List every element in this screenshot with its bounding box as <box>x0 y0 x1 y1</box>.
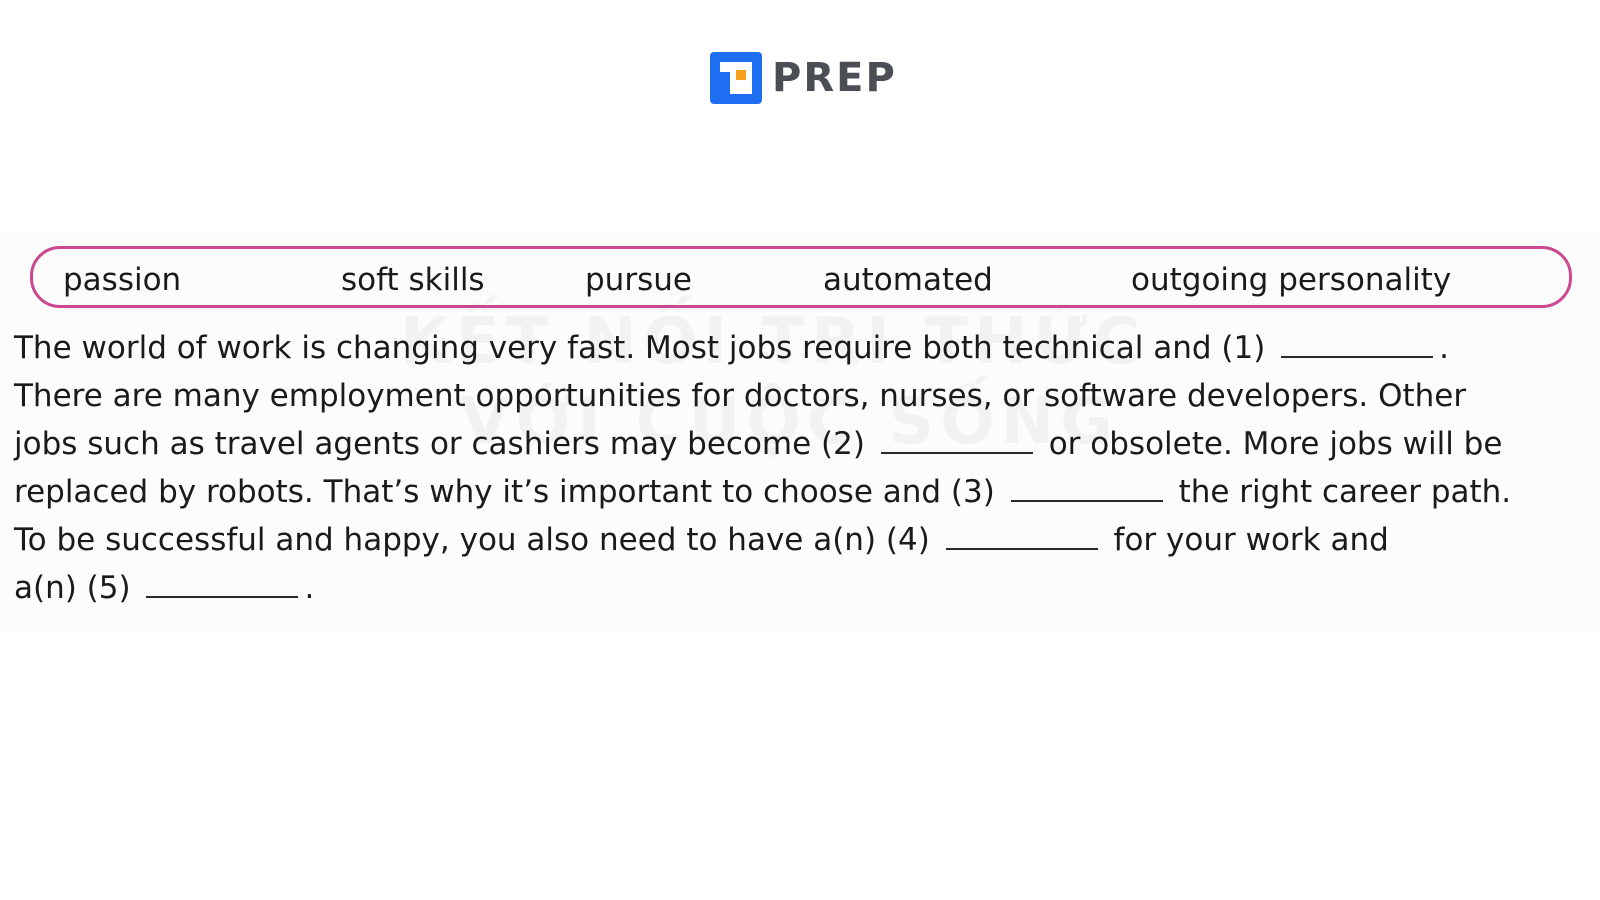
answer-blank-1[interactable] <box>1281 356 1433 358</box>
word-option: outgoing personality <box>1131 262 1452 298</box>
word-option: pursue <box>585 262 692 298</box>
passage-text: or obsolete. More jobs will be <box>1048 426 1503 462</box>
passage-line <box>14 420 1600 468</box>
passage-line <box>14 372 1600 420</box>
word-option: soft skills <box>341 262 485 298</box>
passage-text: There are many employment opportunities for doctors, nurses, or software developers. Other <box>14 378 1467 414</box>
passage-text: replaced by robots. That’s why it’s important to choose and (3) <box>14 474 995 510</box>
passage-line <box>14 564 1600 612</box>
gap-fill-passage <box>14 324 1600 612</box>
word-box <box>30 246 1572 308</box>
passage-line <box>14 516 1600 564</box>
answer-blank-2[interactable] <box>881 452 1033 454</box>
answer-blank-4[interactable] <box>946 548 1098 550</box>
logo-text: PREP <box>772 55 897 101</box>
answer-blank-3[interactable] <box>1011 500 1163 502</box>
prep-logo <box>710 52 897 104</box>
passage-line <box>14 324 1600 372</box>
word-option: automated <box>823 262 993 298</box>
passage-text: To be successful and happy, you also need to have a(n) (4) <box>14 522 930 558</box>
passage-text: jobs such as travel agents or cashiers may become (2) <box>14 426 865 462</box>
prep-logo-icon <box>710 52 762 104</box>
passage-text: the right career path. <box>1178 474 1512 510</box>
passage-line <box>14 468 1600 516</box>
exercise-panel <box>0 232 1600 632</box>
answer-blank-5[interactable] <box>146 596 298 598</box>
passage-text: . <box>1439 330 1450 366</box>
passage-text: . <box>304 570 315 606</box>
passage-text: The world of work is changing very fast. Most jobs require both technical and (1) <box>14 330 1266 366</box>
word-option: passion <box>63 262 182 298</box>
passage-text: for your work and <box>1113 522 1389 558</box>
passage-text: a(n) (5) <box>14 570 131 606</box>
